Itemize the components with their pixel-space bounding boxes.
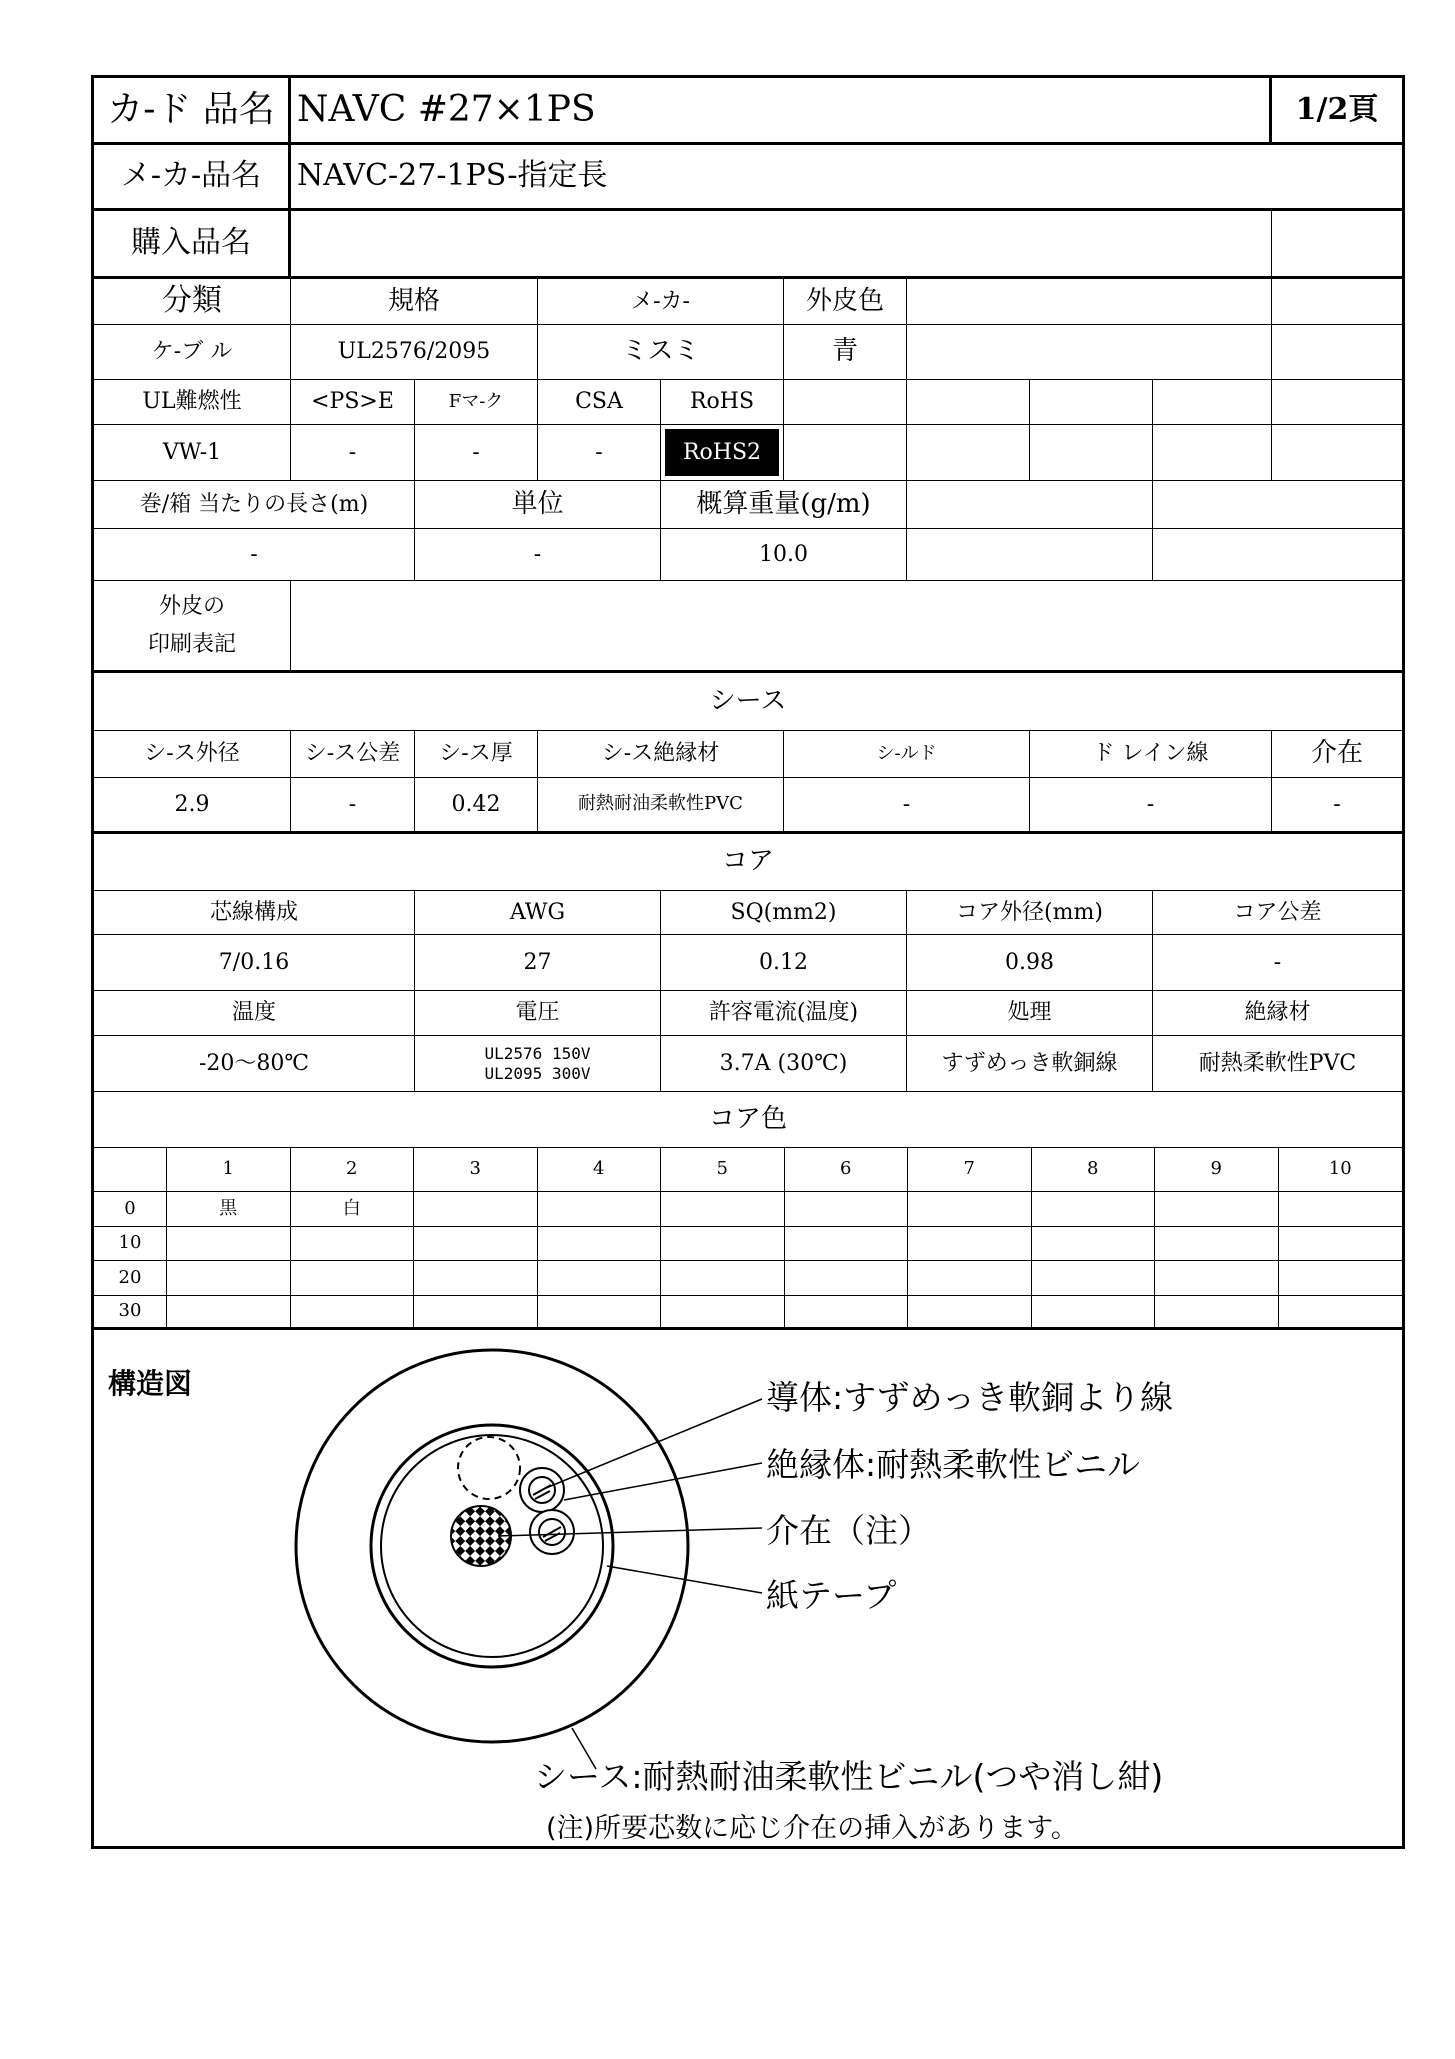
core-color-cell bbox=[661, 1296, 785, 1330]
label-sheath: シース:耐熱耐油柔軟性ビニル(つや消し紺) bbox=[534, 1757, 1164, 1796]
core-tol-value: - bbox=[1153, 935, 1402, 991]
core-color-row bbox=[94, 1296, 1402, 1330]
cert-value-extra-3 bbox=[1030, 425, 1153, 481]
core-color-cell bbox=[167, 1296, 291, 1330]
awg-value: 27 bbox=[415, 935, 661, 991]
rohs-value-cell bbox=[661, 425, 784, 481]
certification-header-row bbox=[94, 380, 1402, 425]
core-color-column-header: 3 bbox=[414, 1148, 538, 1192]
purchase-extra bbox=[1272, 211, 1402, 279]
length-value-extra-1 bbox=[907, 529, 1153, 581]
voltage-ul2095: UL2095 300V bbox=[484, 1063, 591, 1083]
core-color-cell bbox=[414, 1261, 538, 1296]
unit-header: 単位 bbox=[415, 481, 661, 529]
sheath-material-header: シ-ス絶縁材 bbox=[538, 731, 784, 778]
core-od-header: コア外径(mm) bbox=[907, 891, 1153, 935]
core-color-column-header: 9 bbox=[1155, 1148, 1279, 1192]
color-value: 青 bbox=[784, 325, 907, 380]
purchase-label: 購入品名 bbox=[94, 211, 291, 279]
core-color-title-row bbox=[94, 1092, 1402, 1148]
core-color-cell bbox=[785, 1261, 909, 1296]
core-color-cell bbox=[538, 1296, 662, 1330]
card-name-row bbox=[94, 78, 1402, 145]
awg-header: AWG bbox=[415, 891, 661, 935]
core-color-cell bbox=[291, 1296, 415, 1330]
color-extra bbox=[907, 279, 1272, 325]
unit-value: - bbox=[415, 529, 661, 581]
core-color-column-header: 5 bbox=[661, 1148, 785, 1192]
core-color-cell bbox=[1279, 1296, 1403, 1330]
label-paper-tape: 紙テープ bbox=[766, 1576, 897, 1615]
core-1 bbox=[520, 1468, 564, 1512]
sheath-od-header: シ-ス外径 bbox=[94, 731, 291, 778]
core-color-row-label: 20 bbox=[94, 1261, 167, 1296]
color-value-extra bbox=[907, 325, 1272, 380]
insulation-header: 絶縁材 bbox=[1153, 991, 1402, 1036]
classification-value: ケ-ブ ル bbox=[94, 325, 291, 380]
leader-lines bbox=[498, 1399, 762, 1769]
flame-value: VW-1 bbox=[94, 425, 291, 481]
classification-extra bbox=[1272, 279, 1402, 325]
insulation-value: 耐熱柔軟性PVC bbox=[1153, 1036, 1402, 1092]
core-color-cell bbox=[785, 1296, 909, 1330]
core-value-row-2 bbox=[94, 1036, 1402, 1092]
core-color-cell bbox=[785, 1227, 909, 1261]
core-color-cell: 黒 bbox=[167, 1192, 291, 1227]
weight-header: 概算重量(g/m) bbox=[661, 481, 907, 529]
core-color-cell bbox=[661, 1227, 785, 1261]
sheath-od-value: 2.9 bbox=[94, 778, 291, 834]
core-color-column-header: 4 bbox=[538, 1148, 662, 1192]
core-header-row-1 bbox=[94, 891, 1402, 935]
drain-value: - bbox=[1030, 778, 1272, 834]
drain-header: ド レイン線 bbox=[1030, 731, 1272, 778]
length-extra-2 bbox=[1153, 481, 1402, 529]
label-filler: 介在（注） bbox=[766, 1511, 931, 1550]
print-label bbox=[94, 581, 291, 673]
length-extra-1 bbox=[907, 481, 1153, 529]
sheath-tol-header: シ-ス公差 bbox=[291, 731, 415, 778]
rohs-header: RoHS bbox=[661, 380, 784, 425]
cert-extra-1 bbox=[784, 380, 907, 425]
sheath-thick-header: シ-ス厚 bbox=[415, 731, 538, 778]
classification-header: 分類 bbox=[94, 279, 291, 325]
core-color-title: コア色 bbox=[94, 1092, 1402, 1148]
core-color-cell bbox=[1155, 1227, 1279, 1261]
spec-sheet bbox=[91, 75, 1405, 1849]
pse-value: - bbox=[291, 425, 415, 481]
fmark-value: - bbox=[415, 425, 538, 481]
page-number: 1/2頁 bbox=[1272, 78, 1402, 145]
temperature-value: -20～80℃ bbox=[94, 1036, 415, 1092]
core-color-cell bbox=[538, 1192, 662, 1227]
strand-header: 芯線構成 bbox=[94, 891, 415, 935]
label-note: (注)所要芯数に応じ介在の挿入があります。 bbox=[546, 1813, 1078, 1844]
core-color-corner bbox=[94, 1148, 167, 1192]
cert-value-extra-1 bbox=[784, 425, 907, 481]
rohs-value: RoHS2 bbox=[665, 429, 779, 476]
classification-value-extra bbox=[1272, 325, 1402, 380]
classification-header-row bbox=[94, 279, 1402, 325]
core-color-cell bbox=[908, 1296, 1032, 1330]
core-color-cell bbox=[414, 1296, 538, 1330]
length-header-row bbox=[94, 481, 1402, 529]
weight-value: 10.0 bbox=[661, 529, 907, 581]
treatment-header: 処理 bbox=[907, 991, 1153, 1036]
filler-dashed bbox=[458, 1437, 520, 1499]
treatment-value: すずめっき軟銅線 bbox=[907, 1036, 1153, 1092]
shield-header: シ-ルド bbox=[784, 731, 1030, 778]
core-color-cell bbox=[661, 1192, 785, 1227]
temperature-header: 温度 bbox=[94, 991, 415, 1036]
length-value: - bbox=[94, 529, 415, 581]
core-od-value: 0.98 bbox=[907, 935, 1153, 991]
filler-value: - bbox=[1272, 778, 1402, 834]
sq-header: SQ(mm2) bbox=[661, 891, 907, 935]
label-conductor: 導体:すずめっき軟銅より線 bbox=[766, 1378, 1174, 1417]
csa-header: CSA bbox=[538, 380, 661, 425]
maker-part-label: メ-カ-品名 bbox=[94, 145, 291, 211]
length-header: 巻/箱 当たりの長さ(m) bbox=[94, 481, 415, 529]
core-title: コア bbox=[94, 834, 1402, 891]
core-color-cell bbox=[908, 1227, 1032, 1261]
core-color-row-label: 30 bbox=[94, 1296, 167, 1330]
sheath-title-row bbox=[94, 673, 1402, 731]
sheath-material-value: 耐熱耐油柔軟性PVC bbox=[538, 778, 784, 834]
current-value: 3.7A (30℃) bbox=[661, 1036, 907, 1092]
card-name-label: カ-ド 品名 bbox=[94, 78, 291, 145]
color-header: 外皮色 bbox=[784, 279, 907, 325]
structure-title: 構造図 bbox=[108, 1367, 193, 1400]
core-color-row bbox=[94, 1261, 1402, 1296]
current-header: 許容電流(温度) bbox=[661, 991, 907, 1036]
core-color-cell: 白 bbox=[291, 1192, 415, 1227]
cert-extra-2 bbox=[907, 380, 1030, 425]
core-color-cell bbox=[1279, 1192, 1403, 1227]
cert-value-extra-4 bbox=[1153, 425, 1272, 481]
core-color-cell bbox=[538, 1227, 662, 1261]
card-name-value: NAVC #27×1PS bbox=[291, 78, 1272, 145]
core-color-column-header: 6 bbox=[785, 1148, 909, 1192]
csa-value: - bbox=[538, 425, 661, 481]
sheath-value-row bbox=[94, 778, 1402, 834]
print-row bbox=[94, 581, 1402, 673]
core-color-cell bbox=[1032, 1192, 1156, 1227]
core-color-cell bbox=[785, 1192, 909, 1227]
voltage-header: 電圧 bbox=[415, 991, 661, 1036]
certification-value-row bbox=[94, 425, 1402, 481]
core-color-cell bbox=[291, 1227, 415, 1261]
sheath-title: シース bbox=[94, 673, 1402, 731]
print-value bbox=[291, 581, 1402, 673]
standard-value: UL2576/2095 bbox=[291, 325, 538, 380]
core-title-row bbox=[94, 834, 1402, 891]
core-color-row bbox=[94, 1227, 1402, 1261]
shield-value: - bbox=[784, 778, 1030, 834]
core-color-cell bbox=[661, 1261, 785, 1296]
core-header-row-2 bbox=[94, 991, 1402, 1036]
core-color-cell bbox=[1155, 1296, 1279, 1330]
sheath-header-row bbox=[94, 731, 1402, 778]
structure-diagram bbox=[94, 1348, 1402, 1846]
core-color-column-header: 8 bbox=[1032, 1148, 1156, 1192]
cert-extra-3 bbox=[1030, 380, 1153, 425]
pse-header: <PS>E bbox=[291, 380, 415, 425]
core-color-cell bbox=[414, 1227, 538, 1261]
core-color-column-header: 1 bbox=[167, 1148, 291, 1192]
maker-header: メ-カ- bbox=[538, 279, 784, 325]
cert-value-extra-5 bbox=[1272, 425, 1402, 481]
core-color-cell bbox=[1155, 1192, 1279, 1227]
fmark-header: Fマ-ク bbox=[415, 380, 538, 425]
standard-header: 規格 bbox=[291, 279, 538, 325]
core-color-cell bbox=[538, 1261, 662, 1296]
core-color-cell bbox=[908, 1192, 1032, 1227]
core-color-row-label: 10 bbox=[94, 1227, 167, 1261]
core-color-column-header: 7 bbox=[908, 1148, 1032, 1192]
classification-value-row bbox=[94, 325, 1402, 380]
core-color-cell bbox=[167, 1261, 291, 1296]
cert-extra-5 bbox=[1272, 380, 1402, 425]
core-color-cell bbox=[1032, 1261, 1156, 1296]
voltage-ul2576: UL2576 150V bbox=[484, 1043, 591, 1063]
core-color-cell bbox=[167, 1227, 291, 1261]
length-value-extra-2 bbox=[1153, 529, 1402, 581]
length-value-row bbox=[94, 529, 1402, 581]
core-color-cell bbox=[414, 1192, 538, 1227]
maker-part-row bbox=[94, 145, 1402, 211]
core-color-column-header: 10 bbox=[1279, 1148, 1403, 1192]
sq-value: 0.12 bbox=[661, 935, 907, 991]
core-color-cell bbox=[1155, 1261, 1279, 1296]
core-tol-header: コア公差 bbox=[1153, 891, 1402, 935]
core-value-row-1 bbox=[94, 935, 1402, 991]
core-color-header-row bbox=[94, 1148, 1402, 1192]
cert-extra-4 bbox=[1153, 380, 1272, 425]
sheath-tol-value: - bbox=[291, 778, 415, 834]
core-color-cell bbox=[1279, 1227, 1403, 1261]
filler-header: 介在 bbox=[1272, 731, 1402, 778]
purchase-value bbox=[291, 211, 1272, 279]
strand-value: 7/0.16 bbox=[94, 935, 415, 991]
cert-value-extra-2 bbox=[907, 425, 1030, 481]
flame-header: UL難燃性 bbox=[94, 380, 291, 425]
core-color-cell bbox=[908, 1261, 1032, 1296]
label-insulation: 絶縁体:耐熱柔軟性ビニル bbox=[766, 1445, 1141, 1484]
core-color-column-header: 2 bbox=[291, 1148, 415, 1192]
core-color-cell bbox=[1279, 1261, 1403, 1296]
maker-part-value: NAVC-27-1PS-指定長 bbox=[291, 145, 1402, 211]
core-color-cell bbox=[291, 1261, 415, 1296]
core-color-row bbox=[94, 1192, 1402, 1227]
maker-value: ミスミ bbox=[538, 325, 784, 380]
core-2 bbox=[530, 1510, 574, 1554]
core-color-row-label: 0 bbox=[94, 1192, 167, 1227]
core-color-cell bbox=[1032, 1227, 1156, 1261]
core-color-cell bbox=[1032, 1296, 1156, 1330]
print-label-line2: 印刷表記 bbox=[147, 631, 236, 657]
sheath-thick-value: 0.42 bbox=[415, 778, 538, 834]
print-label-line1: 外皮の bbox=[158, 594, 225, 620]
purchase-row bbox=[94, 211, 1402, 279]
voltage-value bbox=[415, 1036, 661, 1092]
